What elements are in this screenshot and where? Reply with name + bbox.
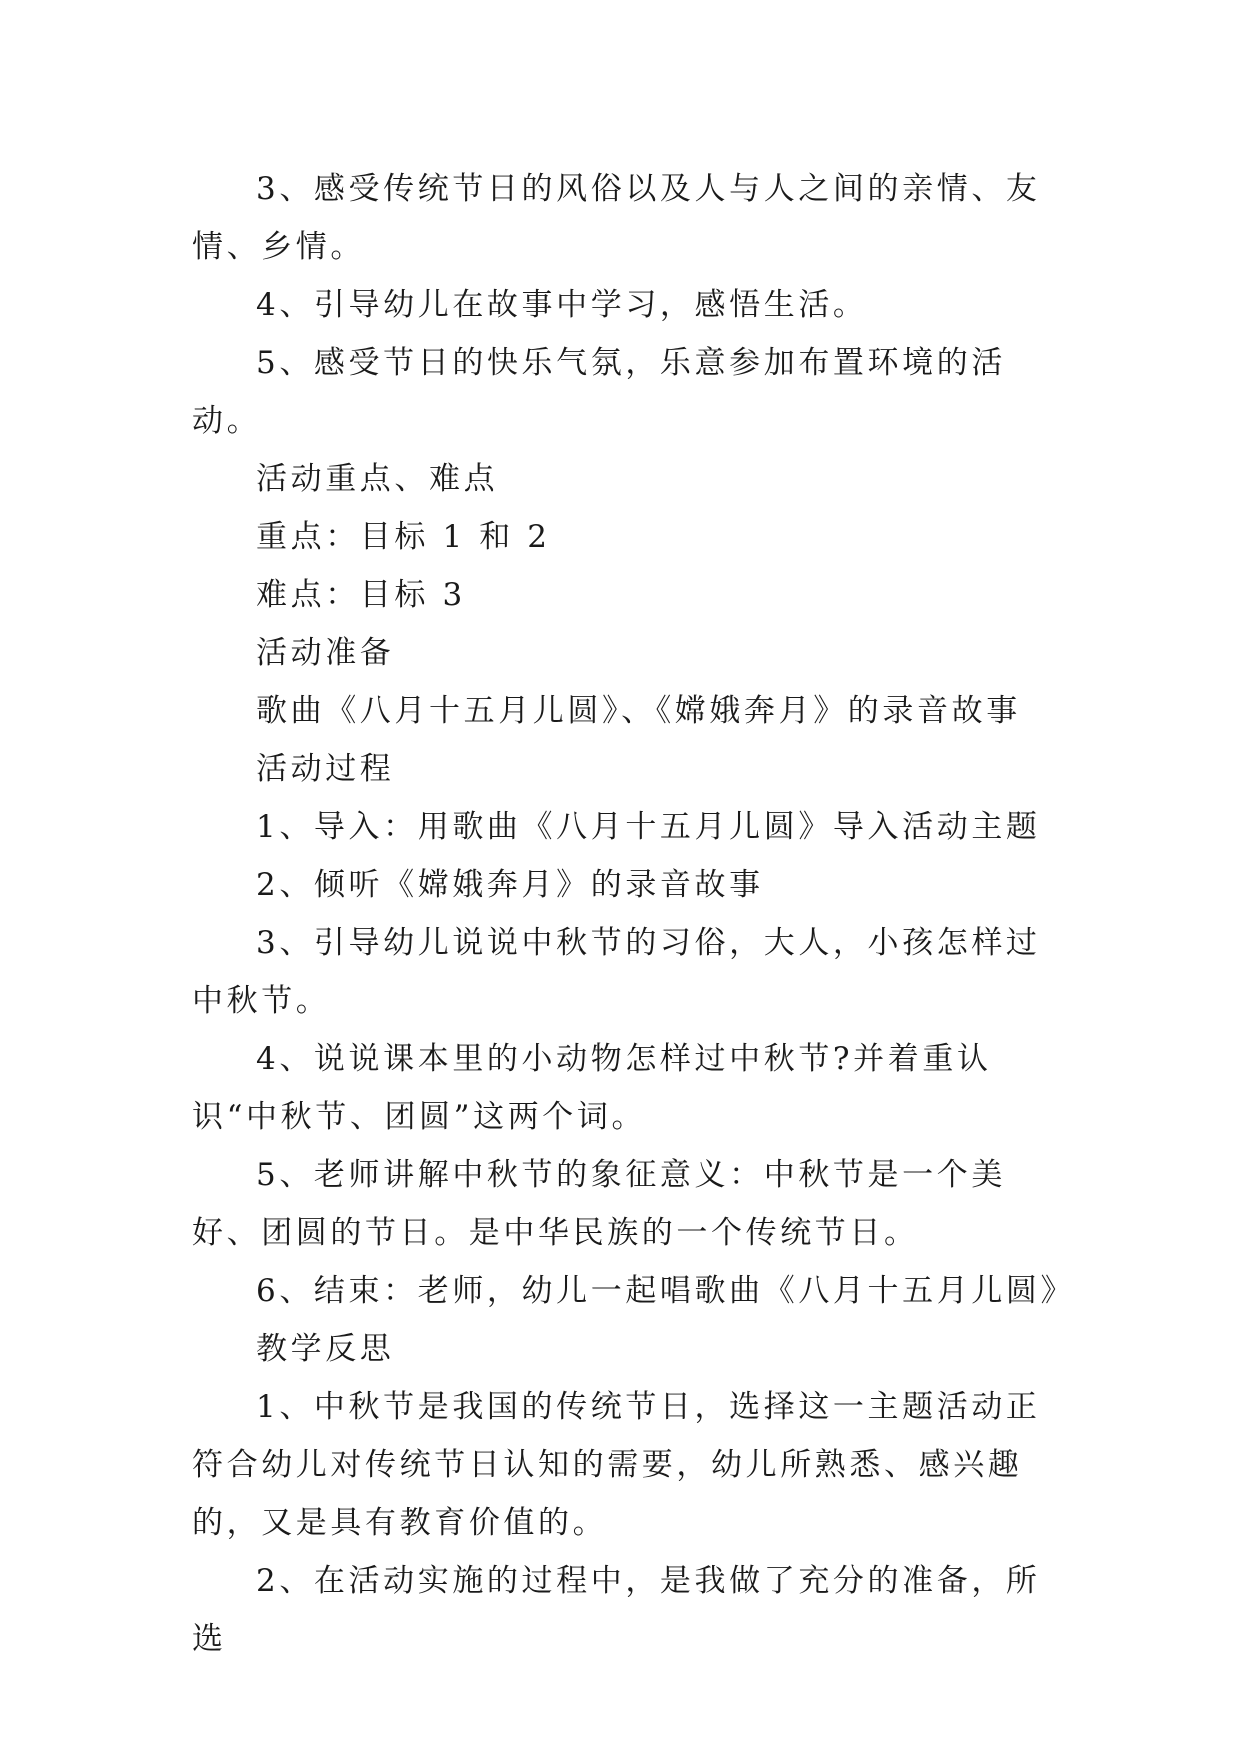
paragraph-goal-3: 3、感受传统节日的风俗以及人与人之间的亲情、友情、乡情。 xyxy=(192,171,1041,265)
paragraph-process-4: 4、说说课本里的小动物怎样过中秋节?并着重认识“中秋节、团圆”这两个词。 xyxy=(192,1041,992,1135)
heading-process: 活动过程 xyxy=(256,751,395,787)
paragraph-reflection-2: 2、在活动实施的过程中，是我做了充分的准备，所选 xyxy=(192,1563,1041,1657)
heading-preparation: 活动准备 xyxy=(256,635,395,671)
paragraph-process-6: 6、结束：老师，幼儿一起唱歌曲《八月十五月儿圆》 xyxy=(256,1273,1076,1309)
paragraph-process-1: 1、导入：用歌曲《八月十五月儿圆》导入活动主题 xyxy=(256,809,1041,845)
paragraph-key-point: 重点：目标 1 和 2 xyxy=(256,519,551,555)
paragraph-difficult-point: 难点：目标 3 xyxy=(256,577,466,613)
paragraph-process-2: 2、倾听《嫦娥奔月》的录音故事 xyxy=(256,867,764,903)
heading-key-points: 活动重点、难点 xyxy=(256,461,499,497)
paragraph-process-3: 3、引导幼儿说说中秋节的习俗，大人，小孩怎样过中秋节。 xyxy=(192,925,1041,1019)
paragraph-process-5: 5、老师讲解中秋节的象征意义：中秋节是一个美好、团圆的节日。是中华民族的一个传统节日。 xyxy=(192,1157,1006,1251)
document-page xyxy=(192,160,1076,1668)
paragraph-preparation: 歌曲《八月十五月儿圆》、《嫦娥奔月》的录音故事 xyxy=(256,693,1021,729)
paragraph-goal-4: 4、引导幼儿在故事中学习，感悟生活。 xyxy=(256,287,868,323)
paragraph-reflection-1: 1、中秋节是我国的传统节日，选择这一主题活动正符合幼儿对传统节日认知的需要，幼儿所熟悉、感兴趣的，又是具有教育价值的。 xyxy=(192,1389,1041,1541)
paragraph-goal-5: 5、感受节日的快乐气氛，乐意参加布置环境的活动。 xyxy=(192,345,1006,439)
heading-reflection: 教学反思 xyxy=(256,1331,395,1367)
